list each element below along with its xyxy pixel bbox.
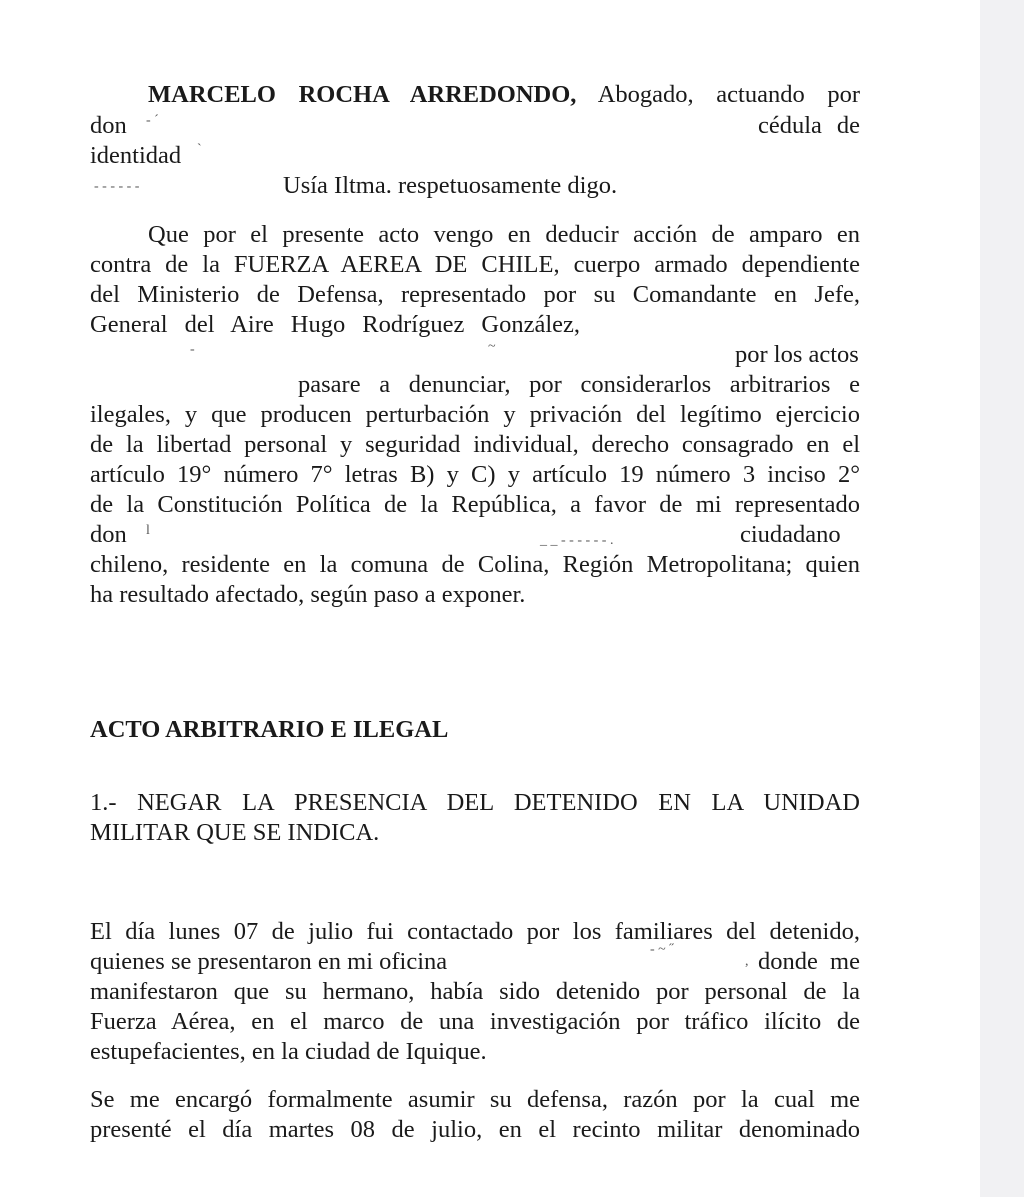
intro-line-2-left: don xyxy=(90,112,127,139)
intro-line-1-rest: Abogado, actuando por xyxy=(597,81,861,108)
item1-line-2: MILITAR QUE SE INDICA. xyxy=(90,819,380,846)
author-name: MARCELO ROCHA ARREDONDO, xyxy=(148,81,577,108)
para1-line-9: artículo 19° número 7° letras B) y C) y artículo 19 número 3 inciso 2° xyxy=(90,461,860,488)
para3-line-2: presenté el día martes 08 de julio, en el recinto militar denominado xyxy=(90,1116,860,1143)
redaction-mark: ~ xyxy=(488,339,496,354)
para1-line-12: chileno, residente en la comuna de Colina, Región Metropolitana; quien xyxy=(90,551,860,578)
redaction-mark: - xyxy=(190,342,195,357)
intro-line-1 xyxy=(148,80,860,110)
redaction-mark: _ _ - - - - - - . xyxy=(540,533,614,548)
redaction-mark: - - - - - - xyxy=(94,179,140,194)
para1-line-2: contra de la FUERZA AEREA DE CHILE, cuerpo armado dependiente xyxy=(90,251,860,278)
section-heading: ACTO ARBITRARIO E ILEGAL xyxy=(90,716,449,743)
para1-line-11-right: ciudadano xyxy=(740,521,841,548)
para2-line-5: estupefacientes, en la ciudad de Iquique. xyxy=(90,1038,487,1065)
para2-line-3: manifestaron que su hermano, había sido detenido por personal de la xyxy=(90,978,860,1005)
para3-line-1: Se me encargó formalmente asumir su defensa, razón por la cual me xyxy=(90,1086,860,1113)
para2-line-2-right: donde me xyxy=(758,948,860,975)
redaction-mark: l xyxy=(146,523,150,538)
para2-line-4: Fuerza Aérea, en el marco de una investigación por tráfico ilícito de xyxy=(90,1008,860,1035)
para1-line-3: del Ministerio de Defensa, representado por su Comandante en Jefe, xyxy=(90,281,860,308)
intro-line-2-right: cédula de xyxy=(758,112,860,139)
para2-line-1: El día lunes 07 de julio fui contactado por los familiares del detenido, xyxy=(90,918,860,945)
viewer-side-margin xyxy=(980,0,1024,1197)
redaction-mark: , xyxy=(745,954,749,969)
para1-line-8: de la libertad personal y seguridad individual, derecho consagrado en el xyxy=(90,431,860,458)
para1-line-7: ilegales, y que producen perturbación y privación del legítimo ejercicio xyxy=(90,401,860,428)
item1-line-1: 1.- NEGAR LA PRESENCIA DEL DETENIDO EN LA UNIDAD xyxy=(90,789,860,816)
para1-line-5-right: por los actos xyxy=(735,341,859,368)
para1-line-6: pasare a denunciar, por considerarlos arbitrarios e xyxy=(298,371,860,398)
para2-line-2-left: quienes se presentaron en mi oficina xyxy=(90,948,448,975)
para1-line-10: de la Constitución Política de la República, a favor de mi representado xyxy=(90,491,860,518)
para1-line-13: ha resultado afectado, según paso a exponer. xyxy=(90,581,526,608)
para1-line-11-left: don xyxy=(90,521,127,548)
para1-line-1: Que por el presente acto vengo en deducir acción de amparo en xyxy=(148,221,860,248)
redaction-mark: - ~ ˝ xyxy=(650,942,674,957)
intro-line-3-left: identidad xyxy=(90,142,182,169)
para1-line-4: General del Aire Hugo Rodríguez González, xyxy=(90,311,580,338)
redaction-mark: - ˊ xyxy=(146,113,159,128)
intro-line-4: Usía Iltma. respetuosamente digo. xyxy=(283,172,618,199)
redaction-mark: ˋ xyxy=(197,142,202,157)
